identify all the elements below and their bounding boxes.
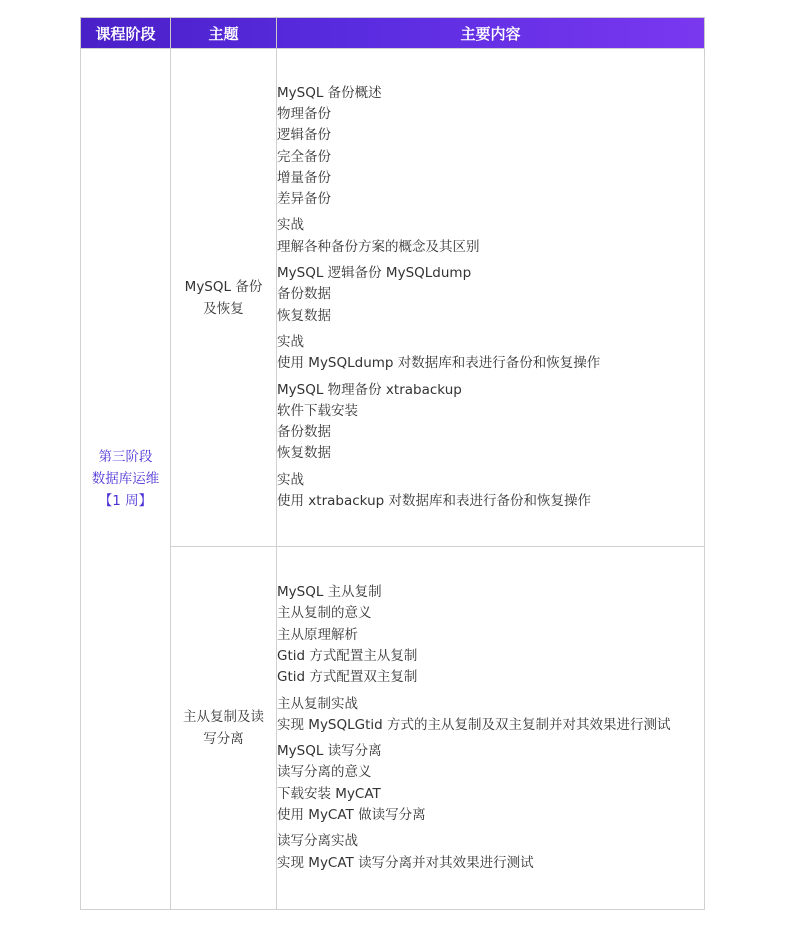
- content-line: 实现 MySQLGtid 方式的主从复制及双主复制并对其效果进行测试: [277, 716, 671, 733]
- content-group: [277, 470, 704, 513]
- content-line: MySQL 逻辑备份 MySQLdump: [277, 265, 472, 282]
- content-line: 主从复制实战: [277, 695, 358, 712]
- content-line: 物理备份: [277, 105, 331, 122]
- content-line: MySQL 主从复制: [277, 584, 382, 601]
- content-line: 恢复数据: [277, 445, 331, 462]
- content-line: 实战: [277, 333, 304, 350]
- content-line: 增量备份: [277, 169, 331, 186]
- header-stage: 课程阶段: [81, 18, 171, 49]
- content-line: Gtid 方式配置双主复制: [277, 669, 418, 686]
- header-content: 主要内容: [277, 18, 705, 49]
- content-line: 完全备份: [277, 148, 331, 165]
- content-group: [277, 215, 704, 258]
- topic-line: 写分离: [203, 731, 244, 747]
- content-line: MySQL 物理备份 xtrabackup: [277, 381, 462, 398]
- stage-duration: 【1 周】: [98, 493, 153, 509]
- topic-line: 主从复制及读: [183, 709, 264, 725]
- stage-title: 数据库运维: [91, 471, 160, 487]
- table-row: [81, 49, 705, 547]
- content-line: 恢复数据: [277, 307, 331, 324]
- content-group: [277, 694, 704, 737]
- course-table: [80, 17, 705, 910]
- content-line: 备份数据: [277, 286, 331, 303]
- content-line: 读写分离实战: [277, 833, 358, 850]
- topic-cell: [171, 547, 277, 910]
- table-row: [81, 547, 705, 910]
- content-line: 实战: [277, 217, 304, 234]
- content-line: MySQL 读写分离: [277, 743, 382, 760]
- content-group: [277, 332, 704, 375]
- stage-label: 第三阶段: [98, 449, 153, 465]
- content-group: [277, 380, 704, 465]
- content-line: MySQL 备份概述: [277, 84, 382, 101]
- content-line: 理解各种备份方案的概念及其区别: [277, 238, 480, 255]
- content-group: [277, 582, 704, 688]
- content-group: [277, 831, 704, 874]
- content-line: 主从原理解析: [277, 626, 358, 643]
- header-row: [81, 18, 705, 49]
- content-line: 备份数据: [277, 424, 331, 441]
- content-line: 逻辑备份: [277, 127, 331, 144]
- content-line: 实战: [277, 471, 304, 488]
- content-line: 使用 MySQLdump 对数据库和表进行备份和恢复操作: [277, 355, 601, 372]
- header-topic: 主题: [171, 18, 277, 49]
- stage-cell: [81, 49, 171, 910]
- content-line: Gtid 方式配置主从复制: [277, 647, 418, 664]
- topic-line: 及恢复: [203, 300, 244, 317]
- content-line: 使用 MyCAT 做读写分离: [277, 807, 426, 824]
- content-group: [277, 83, 704, 211]
- content-line: 实现 MyCAT 读写分离并对其效果进行测试: [277, 854, 534, 871]
- content-line: 读写分离的意义: [277, 764, 372, 781]
- topic-cell: [171, 49, 277, 547]
- content-group: [277, 263, 704, 327]
- content-line: 差异备份: [277, 191, 331, 208]
- content-group: [277, 741, 704, 826]
- content-line: 下载安装 MyCAT: [277, 785, 381, 802]
- topic-line: MySQL 备份: [184, 278, 263, 295]
- content-line: 软件下载安装: [277, 402, 358, 419]
- content-line: 主从复制的意义: [277, 605, 372, 622]
- content-cell: [277, 49, 705, 547]
- content-cell: [277, 547, 705, 910]
- content-line: 使用 xtrabackup 对数据库和表进行备份和恢复操作: [277, 493, 591, 510]
